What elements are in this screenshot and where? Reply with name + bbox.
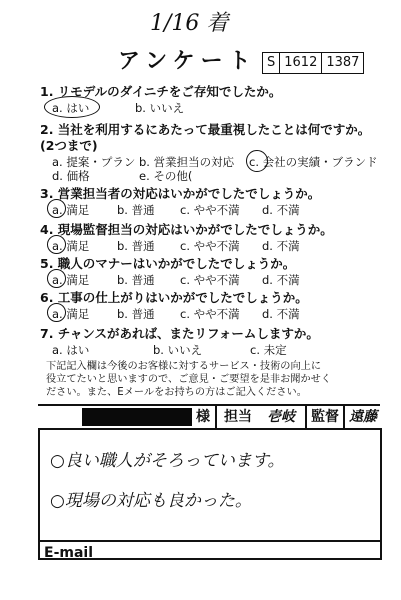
email-label: E-mail	[44, 545, 94, 561]
sales-staff-label: 担当	[224, 409, 252, 425]
q3-selected-circle	[47, 199, 66, 218]
id-prefix: S	[263, 53, 280, 73]
question-5: 5. 職人のマナーはいかがでしたでしょうか。	[40, 256, 296, 271]
divider	[215, 406, 217, 428]
q4-option-a[interactable]: a. 満足	[52, 239, 90, 253]
email-input[interactable]	[108, 544, 372, 562]
q2-option-e[interactable]: e. その他(	[139, 169, 193, 183]
q4-option-c[interactable]: c. やや不満	[180, 239, 240, 253]
q6-option-b[interactable]: b. 普通	[117, 307, 155, 321]
comment-line-2: ○現場の対応も良かった。	[50, 491, 252, 511]
survey-id-box	[262, 52, 364, 74]
q2-option-d[interactable]: d. 価格	[52, 169, 90, 183]
q1-option-b[interactable]: b. いいえ	[135, 101, 185, 115]
id-part-2: 1387	[326, 55, 360, 70]
q7-option-a[interactable]: a. はい	[52, 343, 90, 357]
q2-option-b[interactable]: b. 営業担当の対応	[139, 155, 235, 169]
q5-selected-circle	[47, 269, 66, 288]
question-2-note: (2つまで)	[40, 138, 98, 153]
q5-option-b[interactable]: b. 普通	[117, 273, 155, 287]
q5-option-c[interactable]: c. やや不満	[180, 273, 240, 287]
q7-option-c[interactable]: c. 未定	[250, 343, 287, 357]
q6-option-c[interactable]: c. やや不満	[180, 307, 240, 321]
question-6: 6. 工事の仕上がりはいかがでしたでしょうか。	[40, 290, 308, 305]
question-7: 7. チャンスがあれば、またリフォームしますか。	[40, 326, 319, 341]
q2-option-a[interactable]: a. 提案・プラン	[52, 155, 136, 169]
q3-option-a[interactable]: a. 満足	[52, 203, 90, 217]
q2-selected-circle	[246, 150, 268, 172]
q5-option-a[interactable]: a. 満足	[52, 273, 90, 287]
q4-option-b[interactable]: b. 普通	[117, 239, 155, 253]
supervisor-name: 遠藤	[349, 409, 377, 425]
q6-selected-circle	[47, 303, 66, 322]
q3-option-b[interactable]: b. 普通	[117, 203, 155, 217]
q5-option-d[interactable]: d. 不満	[262, 273, 300, 287]
q1-option-a[interactable]: a. はい	[52, 101, 90, 115]
question-3: 3. 営業担当者の対応はいかがでしたでしょうか。	[40, 186, 321, 201]
q1-selected-circle	[44, 96, 100, 118]
q3-option-d[interactable]: d. 不満	[262, 203, 300, 217]
question-4: 4. 現場監督担当の対応はいかがでしたでしょうか。	[40, 222, 333, 237]
customer-name-redacted	[82, 408, 192, 426]
divider	[343, 406, 345, 428]
staff-bar	[38, 404, 380, 430]
notice-line-2: 役立てたいと思いますので、ご意見・ご要望を是非お聞かせく	[46, 374, 332, 385]
q6-option-d[interactable]: d. 不満	[262, 307, 300, 321]
q2-option-c[interactable]: c. 会社の実績・ブランド	[249, 155, 378, 169]
survey-title: アンケート	[118, 49, 257, 74]
q3-option-c[interactable]: c. やや不満	[180, 203, 240, 217]
received-date-handwritten: 1/16 着	[150, 11, 229, 36]
notice-line-1: 下記記入欄は今後のお客様に対するサービス・技術の向上に	[46, 361, 322, 372]
notice-line-3: ださい。また、Eメールをお持ちの方はご記入ください。	[46, 387, 307, 398]
id-part-1: 1612	[280, 53, 322, 73]
q7-option-b[interactable]: b. いいえ	[153, 343, 203, 357]
q4-option-d[interactable]: d. 不満	[262, 239, 300, 253]
q6-option-a[interactable]: a. 満足	[52, 307, 90, 321]
comment-line-1: ○良い職人がそろっています。	[50, 451, 285, 471]
question-1: 1. リモデルのダイニチをご存知でしたか。	[40, 84, 282, 99]
divider	[305, 406, 307, 428]
sales-staff-name: 壱岐	[267, 409, 295, 425]
email-row	[38, 540, 380, 564]
question-2: 2. 当社を利用するにあたって最重視したことは何ですか。	[40, 122, 371, 137]
customer-honorific: 様	[196, 409, 210, 425]
supervisor-label: 監督	[311, 409, 339, 425]
q4-selected-circle	[47, 235, 66, 254]
